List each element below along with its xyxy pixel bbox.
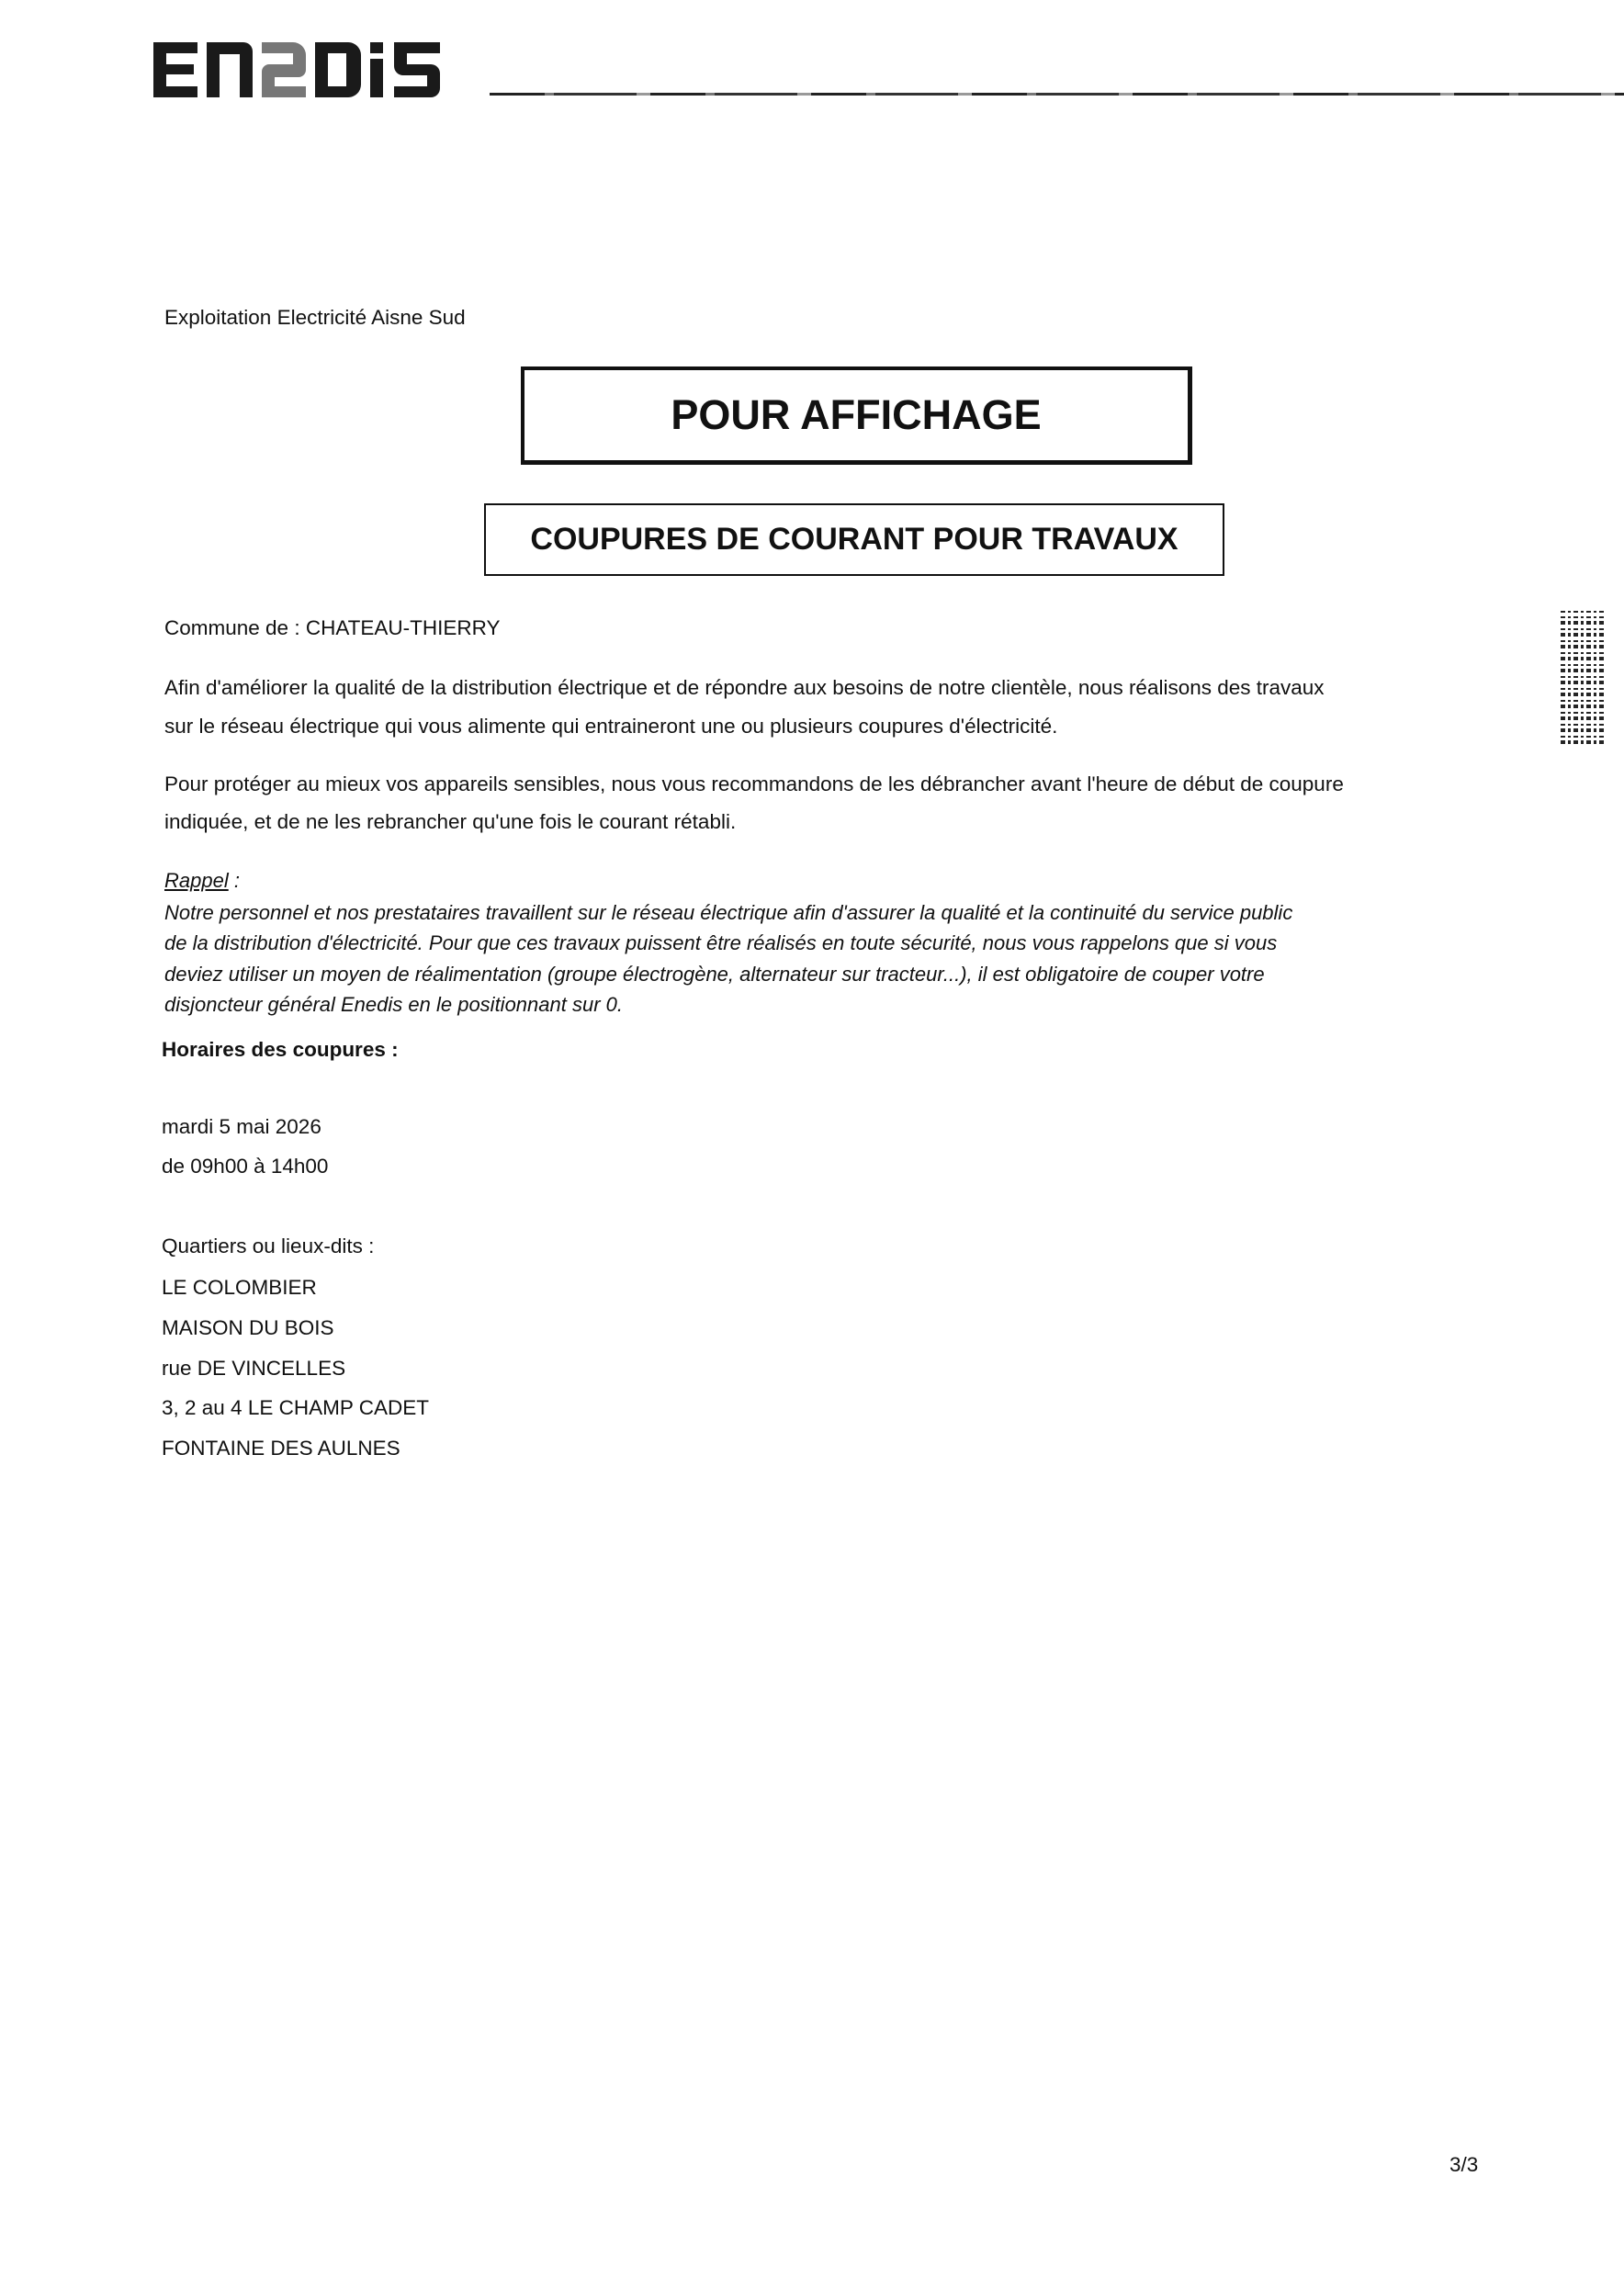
header-rule bbox=[490, 93, 1624, 96]
place-item: rue DE VINCELLES bbox=[162, 1357, 346, 1380]
enedis-logo bbox=[153, 39, 466, 101]
para2-line: indiquée, et de ne les rebrancher qu'une fois le courant rétabli. bbox=[164, 810, 737, 833]
banner-text: POUR AFFICHAGE bbox=[671, 391, 1042, 438]
para1-line: Afin d'améliorer la qualité de la distribution électrique et de répondre aux besoins de notre clientèle, nous réalisons des travaux bbox=[164, 676, 1325, 699]
unit-name: Exploitation Electricité Aisne Sud bbox=[164, 306, 466, 329]
page-number: 3/3 bbox=[1449, 2153, 1479, 2176]
schedule-time: de 09h00 à 14h00 bbox=[162, 1155, 329, 1178]
rappel-heading bbox=[164, 869, 240, 893]
rappel-line: de la distribution d'électricité. Pour que ces travaux puissent être réalisés en toute sécurité, nous vous rappelons que si vous bbox=[164, 931, 1278, 954]
place-item: LE COLOMBIER bbox=[162, 1276, 317, 1299]
place-item: FONTAINE DES AULNES bbox=[162, 1437, 400, 1460]
place-item: 3, 2 au 4 LE CHAMP CADET bbox=[162, 1396, 429, 1419]
rappel-label: Rappel bbox=[164, 869, 229, 892]
para1-line: sur le réseau électrique qui vous alimente qui entraineront une ou plusieurs coupures d'électricité. bbox=[164, 715, 1058, 738]
para2-line: Pour protéger au mieux vos appareils sensibles, nous vous recommandons de les débrancher avant l'heure de début de coupure bbox=[164, 772, 1344, 795]
qr-code bbox=[1561, 611, 1607, 744]
rappel-line: disjoncteur général Enedis en le positionnant sur 0. bbox=[164, 993, 623, 1016]
rappel-line: Notre personnel et nos prestataires travaillent sur le réseau électrique afin d'assurer la qualité et la continuité du service public bbox=[164, 901, 1293, 924]
schedule-heading: Horaires des coupures : bbox=[162, 1038, 399, 1061]
place-item: MAISON DU BOIS bbox=[162, 1316, 334, 1339]
commune: Commune de : CHATEAU-THIERRY bbox=[164, 616, 501, 639]
places-heading: Quartiers ou lieux-dits : bbox=[162, 1235, 375, 1257]
banner-box bbox=[521, 366, 1192, 465]
rappel-colon: : bbox=[228, 869, 240, 892]
schedule-date: mardi 5 mai 2026 bbox=[162, 1115, 321, 1138]
rappel-line: deviez utiliser un moyen de réalimentation (groupe électrogène, alternateur sur tracteur...), il est obligatoire de couper votre bbox=[164, 963, 1265, 986]
page-title: COUPURES DE COURANT POUR TRAVAUX bbox=[530, 522, 1179, 557]
title-box bbox=[484, 503, 1224, 576]
